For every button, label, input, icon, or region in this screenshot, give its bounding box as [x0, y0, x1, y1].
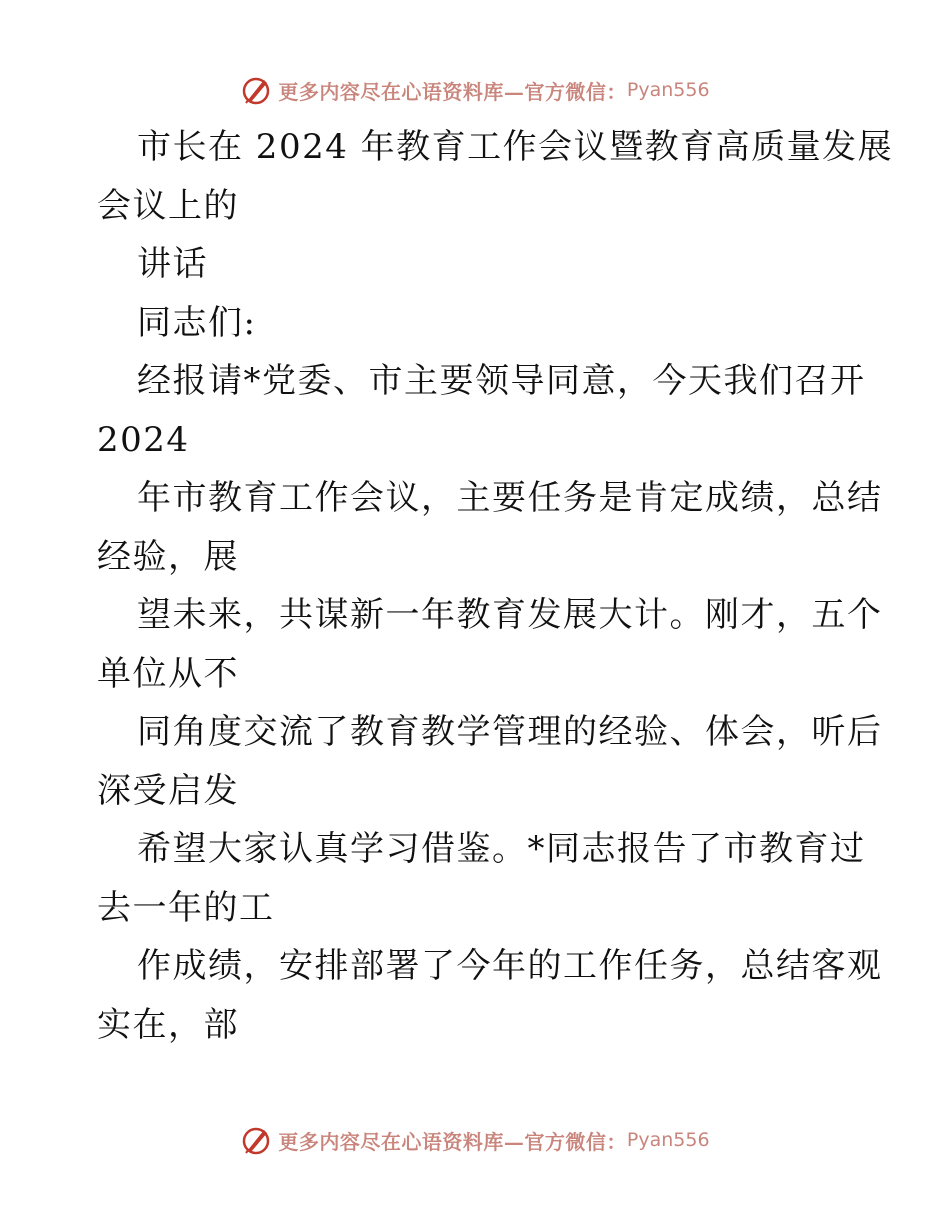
text-line: 市长在 2024 年教育工作会议暨教育高质量发展: [137, 127, 894, 167]
banner-wechat-id: Pyan556: [626, 79, 710, 101]
text-line: 会议上的: [97, 185, 239, 226]
text-line: 作成绩，安排部署了今年的工作任务，总结客观: [137, 946, 883, 986]
text-line: 单位从不: [97, 653, 239, 694]
header-banner: [0, 70, 950, 110]
text-line: 经验，展: [97, 536, 239, 577]
text-line: 同志们:: [137, 302, 257, 343]
text-line: 同角度交流了教育教学管理的经验、体会，听后: [137, 712, 883, 752]
text-line: 去一年的工: [97, 887, 275, 928]
text-line: 讲话: [137, 244, 208, 284]
text-line: 经报请*党委、市主要领导同意，今天我们召开: [137, 361, 866, 401]
banner-wechat-id: Pyan556: [626, 1129, 710, 1151]
text-line: 深受启发: [97, 770, 239, 811]
text-line: 望未来，共谋新一年教育发展大计。刚才，五个: [137, 595, 883, 635]
quill-pen-logo-icon: [240, 74, 272, 106]
footer-banner: [0, 1120, 950, 1160]
quill-pen-logo-icon: [240, 1124, 272, 1156]
document-body: [97, 118, 894, 1054]
banner-text: 更多内容尽在心语资料库—官方微信：: [278, 79, 627, 104]
text-line: 希望大家认真学习借鉴。*同志报告了市教育过: [137, 829, 866, 869]
text-line: 年市教育工作会议，主要任务是肯定成绩，总结: [137, 478, 883, 518]
banner-text: 更多内容尽在心语资料库—官方微信：: [278, 1129, 627, 1154]
text-line: 2024: [97, 419, 190, 460]
text-line: 实在，部: [97, 1004, 239, 1045]
